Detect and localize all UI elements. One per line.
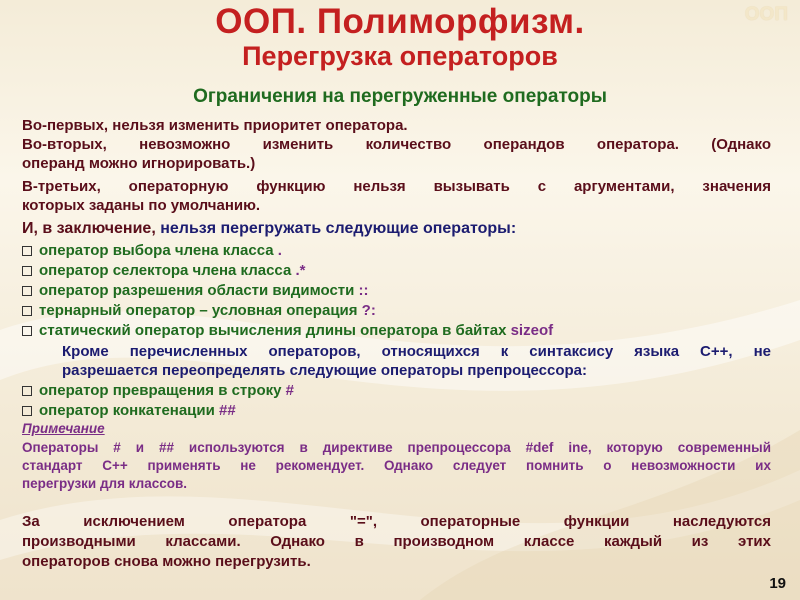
restriction-second-line2: операнд можно игнорировать.) xyxy=(22,155,256,172)
bullet-box-icon xyxy=(22,406,32,416)
operator-symbol: sizeof xyxy=(506,322,554,339)
list-item xyxy=(22,402,236,421)
note-line2: стандарт С++ применять не рекомендует. Однако следует помнить о невозможности их xyxy=(22,458,771,473)
conclusion-prefix: И, в заключение, xyxy=(22,220,161,237)
slide-subtitle: Перегрузка операторов xyxy=(242,41,558,71)
preprocessor-operator-description: оператор конкатенации xyxy=(39,402,215,419)
inheritance-line1: За исключением оператора "=", операторные функции наследуются xyxy=(22,513,771,530)
list-item xyxy=(22,382,294,401)
list-item xyxy=(22,322,553,341)
corner-tag: ООП xyxy=(744,4,788,25)
page-number: 19 xyxy=(769,575,786,592)
bullet-box-icon xyxy=(22,286,32,296)
operator-description: тернарный оператор – условная операция xyxy=(39,302,358,319)
operator-description: оператор разрешения области видимости xyxy=(39,282,355,299)
operator-symbol: ?: xyxy=(357,302,376,319)
operator-symbol: :: xyxy=(354,282,369,299)
list-item xyxy=(22,262,305,281)
preprocessor-intro-line1: Кроме перечисленных операторов, относящихся к синтаксису языка С++, не xyxy=(62,343,771,360)
conclusion-suffix: : xyxy=(510,220,517,237)
restriction-first: Во-первых, нельзя изменить приоритет оператора. xyxy=(22,117,408,134)
bullet-box-icon xyxy=(22,266,32,276)
bullet-box-icon xyxy=(22,306,32,316)
preprocessor-operator-description: оператор превращения в строку xyxy=(39,382,282,399)
list-item xyxy=(22,282,369,301)
restriction-third-line2: которых заданы по умолчанию. xyxy=(22,197,261,214)
operator-symbol: . xyxy=(273,242,282,259)
operator-symbol: .* xyxy=(295,262,306,279)
operator-description: оператор выбора члена класса xyxy=(39,242,274,259)
operator-description: оператор селектора члена класса xyxy=(39,262,296,279)
conclusion-line xyxy=(22,220,771,239)
note-line3: перегрузки для классов. xyxy=(22,476,188,491)
operator-symbol: # xyxy=(281,382,294,399)
conclusion-emphasis: нельзя перегружать следующие операторы xyxy=(160,220,511,237)
bullet-box-icon xyxy=(22,246,32,256)
restriction-second-line1: Во-вторых, невозможно изменить количество операндов оператора. (Однако xyxy=(22,136,771,153)
restriction-third-line1: В-третьих, операторную функцию нельзя вызывать с аргументами, значения xyxy=(22,178,771,195)
bullet-box-icon xyxy=(22,386,32,396)
note-line1: Операторы # и ## используются в директиве препроцессора #def ine, которую современный xyxy=(22,440,771,455)
bullet-box-icon xyxy=(22,326,32,336)
operator-symbol: ## xyxy=(214,402,236,419)
preprocessor-intro-line2: разрешается переопределять следующие операторы препроцессора: xyxy=(62,362,588,379)
inheritance-line3: операторов снова можно перегрузить. xyxy=(22,553,311,570)
operator-description: статический оператор вычисления длины оператора в байтах xyxy=(39,322,507,339)
note-label: Примечание xyxy=(22,421,105,436)
section-heading: Ограничения на перегруженные операторы xyxy=(193,86,607,107)
list-item xyxy=(22,302,376,321)
slide-title: ООП. Полиморфизм. xyxy=(215,2,585,41)
list-item xyxy=(22,242,282,261)
inheritance-line2: производными классами. Однако в производном классе каждый из этих xyxy=(22,533,771,550)
